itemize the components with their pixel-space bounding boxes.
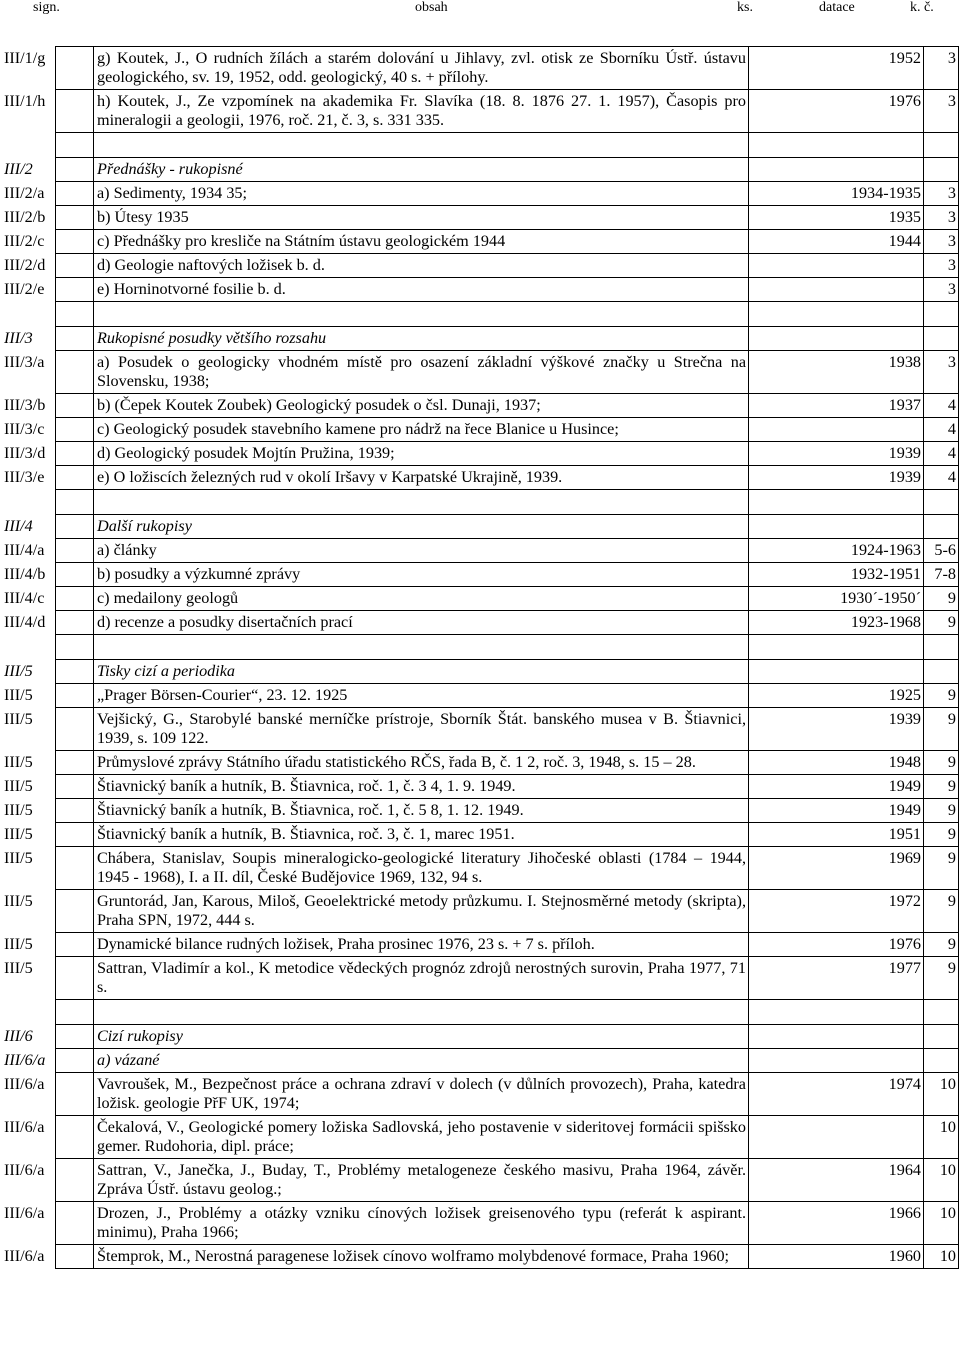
section-heading-row (56, 1025, 959, 1049)
signature-text: III/6/a (4, 1247, 45, 1265)
content-cell: Vavroušek, M., Bezpečnost práce a ochrana zdraví v dolech (v důlních provozech), Praha, katedra ložisk. geologie PřF UK, 1974; (94, 1073, 749, 1116)
date-cell: 1937 (749, 394, 924, 418)
date-cell: 1951 (749, 823, 924, 847)
inventory-table (4, 46, 959, 1269)
table-row (56, 206, 959, 230)
table-row (56, 799, 959, 823)
table-row (56, 684, 959, 708)
table-row (56, 351, 959, 394)
date-cell: 1974 (749, 1073, 924, 1116)
signature-text: III/5 (4, 710, 33, 728)
content-cell: e) O ložiscích železných rud v okolí Iršavy v Karpatské Ukrajině, 1939. (94, 466, 749, 490)
signature-text: III/3 (4, 329, 33, 347)
table-row (56, 1073, 959, 1116)
blank-row (56, 133, 959, 158)
signature-cell (4, 515, 94, 539)
content-cell: Průmyslové zprávy Státního úřadu statistického RČS, řada B, č. 1 2, roč. 3, 1948, s. 15 – 28. (94, 751, 749, 775)
box-number-cell: 9 (924, 823, 959, 847)
box-number-cell (924, 1000, 959, 1025)
signature-cell (56, 133, 94, 158)
signature-cell (4, 847, 94, 890)
content-cell: d) recenze a posudky disertačních prací (94, 611, 749, 635)
box-number-cell: 3 (924, 254, 959, 278)
table-row (56, 278, 959, 302)
signature-cell (4, 278, 94, 302)
content-cell: a) Sedimenty, 1934 35; (94, 182, 749, 206)
table-row (56, 466, 959, 490)
box-number-cell: 9 (924, 957, 959, 1000)
content-cell: d) Geologie naftových ložisek b. d. (94, 254, 749, 278)
box-number-cell: 4 (924, 394, 959, 418)
box-number-cell: 3 (924, 230, 959, 254)
table-row (56, 957, 959, 1000)
table-row (56, 418, 959, 442)
box-number-cell: 9 (924, 847, 959, 890)
box-number-cell: 9 (924, 799, 959, 823)
signature-text: III/3/b (4, 396, 46, 414)
date-cell (749, 490, 924, 515)
table-row (56, 1159, 959, 1202)
date-cell (749, 327, 924, 351)
signature-cell (4, 327, 94, 351)
section-heading-row (56, 660, 959, 684)
box-number-cell: 9 (924, 708, 959, 751)
signature-cell (4, 206, 94, 230)
signature-text: III/4/a (4, 541, 45, 559)
signature-text: III/5 (4, 825, 33, 843)
content-cell (94, 302, 749, 327)
blank-row (56, 302, 959, 327)
signature-cell (56, 1000, 94, 1025)
section-heading-row (56, 1049, 959, 1073)
content-cell: Gruntorád, Jan, Karous, Miloš, Geoelektrické metody průzkumu. I. Stejnosměrné metody (skripta), Praha SPN, 1972, 444 s. (94, 890, 749, 933)
box-number-cell: 10 (924, 1245, 959, 1269)
signature-cell (4, 1245, 94, 1269)
table-row (56, 90, 959, 133)
signature-cell (4, 254, 94, 278)
signature-text: III/2/a (4, 184, 45, 202)
signature-cell (4, 1159, 94, 1202)
signature-text: III/2/b (4, 208, 46, 226)
signature-text: III/5 (4, 662, 33, 680)
signature-cell (4, 418, 94, 442)
table-row (56, 847, 959, 890)
content-cell: Štiavnický baník a hutník, B. Štiavnica, roč. 1, č. 5 8, 1. 12. 1949. (94, 799, 749, 823)
date-cell: 1976 (749, 933, 924, 957)
box-number-cell: 9 (924, 587, 959, 611)
table-row (56, 1245, 959, 1269)
header-sign: sign. (33, 0, 60, 15)
signature-cell (4, 684, 94, 708)
date-cell (749, 302, 924, 327)
signature-cell (4, 1073, 94, 1116)
signature-cell (4, 1049, 94, 1073)
signature-text: III/4/d (4, 613, 46, 631)
box-number-cell: 3 (924, 351, 959, 394)
signature-cell (4, 799, 94, 823)
box-number-cell (924, 515, 959, 539)
content-cell: Rukopisné posudky většího rozsahu (94, 327, 749, 351)
box-number-cell: 3 (924, 47, 959, 90)
signature-text: III/6/a (4, 1161, 45, 1179)
signature-text: III/2/c (4, 232, 45, 250)
signature-text: III/5 (4, 777, 33, 795)
table-row (56, 563, 959, 587)
box-number-cell: 5-6 (924, 539, 959, 563)
content-cell: b) Útesy 1935 (94, 206, 749, 230)
header-ks: ks. (737, 0, 753, 15)
signature-cell (4, 563, 94, 587)
date-cell: 1952 (749, 47, 924, 90)
signature-cell (56, 635, 94, 660)
date-cell: 1925 (749, 684, 924, 708)
date-cell (749, 278, 924, 302)
box-number-cell: 4 (924, 418, 959, 442)
content-cell: e) Horninotvorné fosilie b. d. (94, 278, 749, 302)
date-cell (749, 635, 924, 660)
date-cell (749, 158, 924, 182)
signature-cell (56, 490, 94, 515)
table-row (56, 775, 959, 799)
signature-text: III/6/a (4, 1051, 46, 1069)
header-datace: datace (819, 0, 855, 15)
signature-text: III/5 (4, 892, 33, 910)
signature-text: III/1/h (4, 92, 46, 110)
content-cell: Sattran, Vladimír a kol., K metodice vědeckých prognóz zdrojů nerostných surovin, Praha 1977, 71 s. (94, 957, 749, 1000)
content-cell: Tisky cizí a periodika (94, 660, 749, 684)
box-number-cell: 4 (924, 442, 959, 466)
content-cell: Dynamické bilance rudných ložisek, Praha prosinec 1976, 23 s. + 7 s. příloh. (94, 933, 749, 957)
date-cell (749, 1025, 924, 1049)
table-row (56, 1202, 959, 1245)
table-row (56, 254, 959, 278)
box-number-cell: 9 (924, 890, 959, 933)
content-cell: c) Geologický posudek stavebního kamene pro nádrž na řece Blanice u Husince; (94, 418, 749, 442)
box-number-cell (924, 490, 959, 515)
signature-cell (4, 933, 94, 957)
box-number-cell: 4 (924, 466, 959, 490)
table-row (56, 47, 959, 90)
signature-cell (56, 302, 94, 327)
content-cell (94, 133, 749, 158)
section-heading-row (56, 158, 959, 182)
date-cell: 1935 (749, 206, 924, 230)
date-cell: 1930´-1950´ (749, 587, 924, 611)
content-cell: a) Posudek o geologicky vhodném místě pro osazení základní výškové značky u Strečna na Slovensku, 1938; (94, 351, 749, 394)
table-row (56, 890, 959, 933)
date-cell: 1976 (749, 90, 924, 133)
date-cell: 1932-1951 (749, 563, 924, 587)
date-cell: 1949 (749, 775, 924, 799)
content-cell: Přednášky - rukopisné (94, 158, 749, 182)
signature-text: III/4/c (4, 589, 45, 607)
content-cell: Vejšický, G., Starobylé banské merníčke prístroje, Sborník Štát. banského musea v B. Štiavnici, 1939, s. 109 122. (94, 708, 749, 751)
box-number-cell: 10 (924, 1116, 959, 1159)
signature-text: III/6/a (4, 1118, 45, 1136)
date-cell: 1960 (749, 1245, 924, 1269)
content-cell: Štiavnický baník a hutník, B. Štiavnica, roč. 1, č. 3 4, 1. 9. 1949. (94, 775, 749, 799)
date-cell: 1934-1935 (749, 182, 924, 206)
signature-text: III/6 (4, 1027, 33, 1045)
content-cell (94, 1000, 749, 1025)
signature-cell (4, 775, 94, 799)
box-number-cell: 10 (924, 1202, 959, 1245)
table-row (56, 587, 959, 611)
content-cell: b) (Čepek Koutek Zoubek) Geologický posudek o čsl. Dunaji, 1937; (94, 394, 749, 418)
table-row (56, 611, 959, 635)
box-number-cell (924, 158, 959, 182)
section-heading-row (56, 327, 959, 351)
signature-cell (4, 957, 94, 1000)
blank-row (56, 1000, 959, 1025)
box-number-cell: 3 (924, 182, 959, 206)
content-cell: c) medailony geologů (94, 587, 749, 611)
box-number-cell: 9 (924, 775, 959, 799)
box-number-cell (924, 327, 959, 351)
date-cell: 1939 (749, 708, 924, 751)
signature-cell (4, 890, 94, 933)
date-cell (749, 1116, 924, 1159)
box-number-cell (924, 133, 959, 158)
box-number-cell: 7-8 (924, 563, 959, 587)
date-cell (749, 133, 924, 158)
box-number-cell: 10 (924, 1159, 959, 1202)
content-cell: Štemprok, M., Nerostná paragenese ložisek cínovo wolframo molybdenové formace, Praha 1960; (94, 1245, 749, 1269)
table-row (56, 442, 959, 466)
signature-cell (4, 230, 94, 254)
signature-text: III/4/b (4, 565, 46, 583)
table-row (56, 751, 959, 775)
signature-text: III/2/e (4, 280, 45, 298)
signature-cell (4, 442, 94, 466)
content-cell: a) články (94, 539, 749, 563)
date-cell: 1924-1963 (749, 539, 924, 563)
signature-text: III/1/g (4, 49, 46, 67)
table-row (56, 394, 959, 418)
date-cell: 1972 (749, 890, 924, 933)
table-row (56, 708, 959, 751)
signature-text: III/5 (4, 959, 33, 977)
content-cell: Drozen, J., Problémy a otázky vzniku cínových ložisek greisenového typu (referát k aspirant. minimu), Praha 1966; (94, 1202, 749, 1245)
table-row (56, 1116, 959, 1159)
date-cell: 1948 (749, 751, 924, 775)
content-cell (94, 490, 749, 515)
signature-cell (4, 394, 94, 418)
date-cell: 1923-1968 (749, 611, 924, 635)
content-cell: Štiavnický baník a hutník, B. Štiavnica, roč. 3, č. 1, marec 1951. (94, 823, 749, 847)
content-cell: Sattran, V., Janečka, J., Buday, T., Problémy metalogeneze českého masivu, Praha 1964, závěr. Zpráva Ústř. ústavu geolog.; (94, 1159, 749, 1202)
signature-cell (4, 351, 94, 394)
content-cell: Čekalová, V., Geologické pomery ložiska Sadlovská, jeho postavenie v sideritovej formácii spišsko gemer. Rudohoria, dipl. práce; (94, 1116, 749, 1159)
blank-row (56, 635, 959, 660)
signature-cell (4, 1025, 94, 1049)
signature-text: III/3/c (4, 420, 45, 438)
date-cell: 1977 (749, 957, 924, 1000)
signature-cell (4, 47, 94, 90)
table-row (56, 933, 959, 957)
content-cell: d) Geologický posudek Mojtín Pružina, 1939; (94, 442, 749, 466)
signature-cell (4, 708, 94, 751)
column-header (0, 0, 960, 24)
signature-text: III/6/a (4, 1204, 45, 1222)
content-cell (94, 635, 749, 660)
box-number-cell (924, 660, 959, 684)
inventory-body (4, 47, 959, 1269)
content-cell: a) vázané (94, 1049, 749, 1073)
header-kc: k. č. (910, 0, 934, 15)
signature-text: III/2/d (4, 256, 46, 274)
signature-cell (4, 158, 94, 182)
signature-cell (4, 539, 94, 563)
header-obsah: obsah (415, 0, 448, 15)
content-cell: b) posudky a výzkumné zprávy (94, 563, 749, 587)
date-cell: 1949 (749, 799, 924, 823)
signature-cell (4, 466, 94, 490)
signature-cell (4, 587, 94, 611)
box-number-cell: 9 (924, 611, 959, 635)
box-number-cell (924, 1025, 959, 1049)
box-number-cell: 9 (924, 933, 959, 957)
signature-cell (4, 611, 94, 635)
table-row (56, 182, 959, 206)
box-number-cell: 3 (924, 206, 959, 230)
box-number-cell (924, 302, 959, 327)
signature-text: III/5 (4, 753, 33, 771)
date-cell (749, 1049, 924, 1073)
table-row (56, 230, 959, 254)
signature-cell (4, 90, 94, 133)
signature-text: III/3/e (4, 468, 45, 486)
signature-text: III/5 (4, 849, 33, 867)
date-cell (749, 1000, 924, 1025)
signature-text: III/5 (4, 801, 33, 819)
box-number-cell: 3 (924, 90, 959, 133)
signature-cell (4, 182, 94, 206)
signature-cell (4, 660, 94, 684)
signature-text: III/5 (4, 935, 33, 953)
date-cell (749, 418, 924, 442)
date-cell: 1944 (749, 230, 924, 254)
box-number-cell (924, 635, 959, 660)
signature-cell (4, 1202, 94, 1245)
signature-text: III/4 (4, 517, 33, 535)
box-number-cell: 9 (924, 751, 959, 775)
content-cell: Chábera, Stanislav, Soupis mineralogicko-geologické literatury Jihočeské oblasti (1784 – 1944, 1945 - 1968), I. a II. díl, České Budějovice 1969, 132, 94 s. (94, 847, 749, 890)
signature-text: III/2 (4, 160, 33, 178)
box-number-cell: 9 (924, 684, 959, 708)
date-cell (749, 660, 924, 684)
date-cell: 1939 (749, 442, 924, 466)
date-cell: 1966 (749, 1202, 924, 1245)
date-cell: 1964 (749, 1159, 924, 1202)
box-number-cell (924, 1049, 959, 1073)
box-number-cell: 3 (924, 278, 959, 302)
content-cell: g) Koutek, J., O rudních žílách a starém dolování u Jihlavy, zvl. otisk ze Sborníku Ústř. ústavu geologického, sv. 19, 1952, odd. geologický, 40 s. + přílohy. (94, 47, 749, 90)
signature-cell (4, 1116, 94, 1159)
table-row (56, 823, 959, 847)
date-cell (749, 254, 924, 278)
date-cell: 1939 (749, 466, 924, 490)
date-cell: 1969 (749, 847, 924, 890)
blank-row (56, 490, 959, 515)
signature-cell (4, 751, 94, 775)
content-cell: Cizí rukopisy (94, 1025, 749, 1049)
signature-text: III/3/d (4, 444, 46, 462)
signature-text: III/3/a (4, 353, 45, 371)
box-number-cell: 10 (924, 1073, 959, 1116)
content-cell: c) Přednášky pro kresliče na Státním ústavu geologickém 1944 (94, 230, 749, 254)
signature-text: III/5 (4, 686, 33, 704)
section-heading-row (56, 515, 959, 539)
content-cell: h) Koutek, J., Ze vzpomínek na akademika Fr. Slavíka (18. 8. 1876 27. 1. 1957), Časopis pro mineralogii a geologii, 1976, roč. 21, č. 3, s. 331 335. (94, 90, 749, 133)
table-row (56, 539, 959, 563)
date-cell: 1938 (749, 351, 924, 394)
date-cell (749, 515, 924, 539)
content-cell: Další rukopisy (94, 515, 749, 539)
signature-text: III/6/a (4, 1075, 45, 1093)
signature-cell (4, 823, 94, 847)
content-cell: „Prager Börsen-Courier“, 23. 12. 1925 (94, 684, 749, 708)
